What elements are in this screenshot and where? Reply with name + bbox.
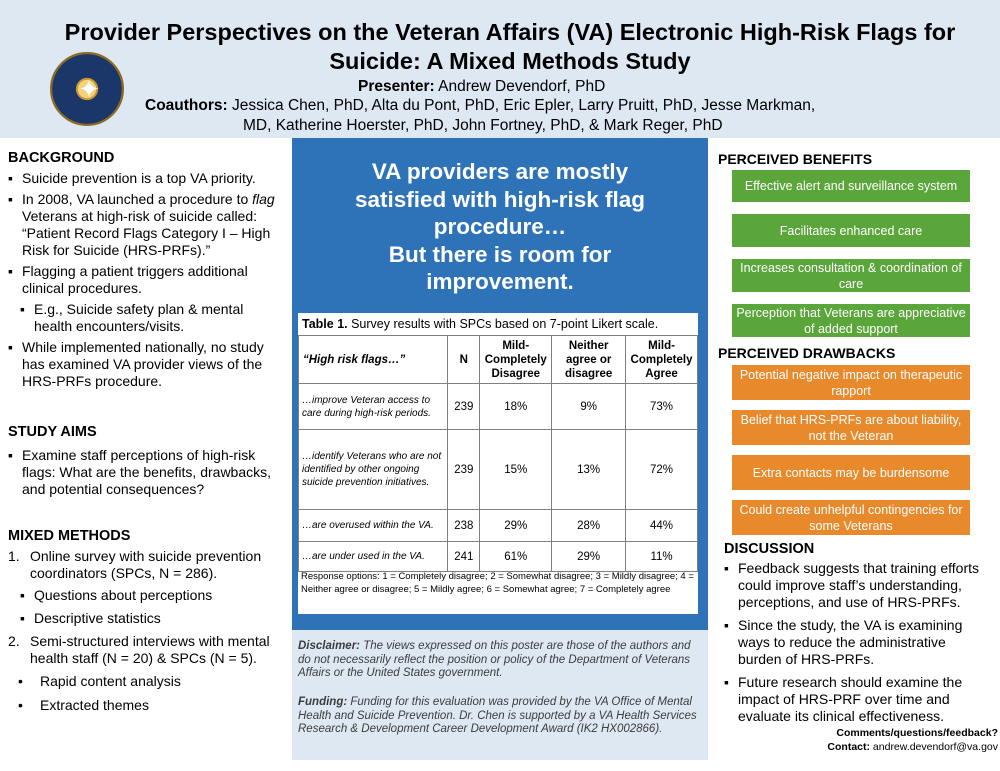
coauthors-line2: MD, Katherine Hoerster, PhD, John Fortney, PhD, & Mark Reger, PhD	[243, 116, 723, 134]
aims-heading: STUDY AIMS	[8, 424, 97, 440]
table-cell: 73%	[626, 384, 698, 430]
headline-line: VA providers are mostly	[371, 159, 629, 184]
disclaimer-body: The views expressed on this poster are those of the authors and do not necessarily reflect the position or policy of the Department of Veterans Affairs or the United States government.	[298, 640, 691, 679]
table-cell: 72%	[626, 430, 698, 510]
disclaimer-label: Disclaimer:	[298, 640, 361, 652]
coauthors-line	[145, 96, 845, 135]
methods-subbullet: • Rapid content analysis	[8, 673, 280, 690]
methods-number: 1.	[8, 548, 20, 564]
survey-table	[298, 335, 698, 572]
table-cell: 18%	[480, 384, 552, 430]
background-bullet: ▪ Suicide prevention is a top VA priority.	[8, 170, 280, 187]
methods-subbullet: ▪ Questions about perceptions	[8, 587, 280, 604]
discussion-heading: DISCUSSION	[724, 541, 815, 557]
contact-email: andrew.devendorf@va.gov	[872, 740, 998, 753]
background-bullet: ▪ Flagging a patient triggers additional clinical procedures.	[8, 263, 280, 297]
coauthors-label: Coauthors:	[145, 97, 228, 114]
table-cell: 239	[448, 384, 480, 430]
methods-item-text: Online survey with suicide prevention coordinators (SPCs, N = 286).	[30, 548, 262, 581]
table-cell: 241	[448, 542, 480, 572]
eagle-icon: ✦	[78, 74, 100, 104]
background-b2-em: flag	[252, 191, 275, 207]
table-cell: 239	[448, 430, 480, 510]
table-cell: 29%	[480, 510, 552, 542]
table-row	[299, 542, 698, 572]
key-finding-headline	[292, 158, 708, 296]
methods-heading: MIXED METHODS	[8, 528, 131, 544]
benefit-box: Effective alert and surveillance system	[732, 170, 970, 202]
discussion-bullet: ▪ Since the study, the VA is examining ways to reduce the administrative burden of HRS-PRFs.	[724, 617, 986, 668]
drawback-box: Extra contacts may be burdensome	[732, 455, 970, 490]
benefits-heading: PERCEIVED BENEFITS	[718, 151, 873, 167]
table-row	[299, 510, 698, 542]
survey-table-panel	[298, 313, 698, 614]
methods-item-text: Semi-structured interviews with mental health staff (N = 20) & SPCs (N = 5).	[30, 633, 270, 666]
discussion-bullet: ▪ Feedback suggests that training efforts could improve staff’s understanding, perceptions, and use of HRS-PRFs.	[724, 560, 986, 611]
table-caption-text: Survey results with SPCs based on 7-point Likert scale.	[347, 317, 659, 331]
background-b2-post: Veterans at high-risk of suicide called: “Patient Record Flags Category I – High Risk for Suicide (HRS-PRFs).”	[22, 208, 271, 258]
table-caption-label: Table 1.	[302, 317, 348, 331]
table-header: N	[448, 336, 480, 384]
table-cell: …are overused within the VA.	[299, 510, 448, 542]
presenter-label: Presenter:	[358, 78, 435, 95]
contact-block	[798, 727, 998, 754]
table-cell: 9%	[552, 384, 626, 430]
poster-title: Provider Perspectives on the Veteran Affairs (VA) Electronic High-Risk Flags for Suicide: A Mixed Methods Study	[64, 19, 956, 74]
table-caption	[302, 317, 658, 331]
methods-item	[8, 633, 280, 667]
table-cell: 11%	[626, 542, 698, 572]
table-cell: …are under used in the VA.	[299, 542, 448, 572]
table-header: Mild-Completely Agree	[626, 336, 698, 384]
drawbacks-heading: PERCEIVED DRAWBACKS	[718, 345, 896, 361]
table-cell: 13%	[552, 430, 626, 510]
discussion-bullet: ▪ Future research should examine the impact of HRS-PRF over time and evaluate its clinical effectiveness.	[724, 674, 986, 725]
table-cell: 61%	[480, 542, 552, 572]
background-bullet: ▪ While implemented nationally, no study has examined VA provider views of the HRS-PRFs procedure.	[8, 339, 280, 390]
table-cell: 238	[448, 510, 480, 542]
headline-line: improvement.	[426, 269, 574, 294]
contact-prompt: Comments/questions/feedback?	[836, 727, 998, 739]
table-cell: 28%	[552, 510, 626, 542]
table-row	[299, 430, 698, 510]
table-cell: …improve Veteran access to care during high-risk periods.	[299, 384, 448, 430]
coauthors-line1: Jessica Chen, PhD, Alta du Pont, PhD, Eric Epler, Larry Pruitt, PhD, Jesse Markman,	[231, 97, 816, 114]
aims-bullet: ▪ Examine staff perceptions of high-risk flags: What are the benefits, drawbacks, and potential consequences?	[8, 447, 280, 498]
presenter-name: Andrew Devendorf, PhD	[438, 78, 606, 95]
table-cell: 29%	[552, 542, 626, 572]
table-row	[299, 384, 698, 430]
funding-label: Funding:	[298, 696, 348, 708]
methods-subbullet: • Extracted themes	[8, 697, 280, 714]
table-header-row	[299, 336, 698, 384]
background-b2-pre: In 2008, VA launched a procedure to	[22, 191, 253, 207]
methods-subbullet: ▪ Descriptive statistics	[8, 610, 280, 627]
background-bullet	[8, 191, 280, 259]
benefit-box: Increases consultation & coordination of care	[732, 259, 970, 292]
left-column	[8, 150, 280, 714]
table-header: Neither agree or disagree	[552, 336, 626, 384]
funding-body: Funding for this evaluation was provided by the VA Office of Mental Health and Suicide Prevention. Dr. Chen is supported by a VA Health Services Research & Development Career Development Award (IK2 HX002866).	[298, 696, 697, 735]
drawback-box: Potential negative impact on therapeutic rapport	[732, 365, 970, 400]
table-header: “High risk flags…”	[299, 336, 448, 384]
table-cell: 15%	[480, 430, 552, 510]
table-cell: 44%	[626, 510, 698, 542]
contact-label: Contact:	[827, 740, 870, 753]
presenter-line	[358, 77, 605, 96]
benefit-box: Perception that Veterans are appreciative of added support	[732, 304, 970, 337]
drawback-box: Could create unhelpful contingencies for some Veterans	[732, 500, 970, 535]
table-header: Mild-Completely Disagree	[480, 336, 552, 384]
headline-line: satisfied with high-risk flag	[354, 186, 646, 212]
funding-text	[298, 696, 702, 737]
background-subbullet: ▪ E.g., Suicide safety plan & mental health encounters/visits.	[8, 301, 280, 335]
contact-line	[798, 741, 998, 755]
methods-number: 2.	[8, 633, 20, 649]
table-cell: …identify Veterans who are not identified by other ongoing suicide prevention initiatives.	[299, 430, 448, 510]
drawback-box: Belief that HRS-PRFs are about liability, not the Veteran	[732, 410, 970, 445]
background-heading: BACKGROUND	[8, 150, 115, 166]
headline-line: procedure…	[433, 214, 567, 239]
discussion-section	[724, 541, 986, 725]
table-note: Response options: 1 = Completely disagree; 2 = Somewhat disagree; 3 = Mildly disagree; 4 = Neither agree or disagree; 5 = Mildly agree; 6 = Somewhat agree; 7 = Completely agree	[301, 571, 694, 595]
benefit-box: Facilitates enhanced care	[732, 214, 970, 247]
headline-line: But there is room for	[388, 241, 612, 267]
disclaimer-text	[298, 640, 702, 681]
methods-item	[8, 548, 280, 582]
